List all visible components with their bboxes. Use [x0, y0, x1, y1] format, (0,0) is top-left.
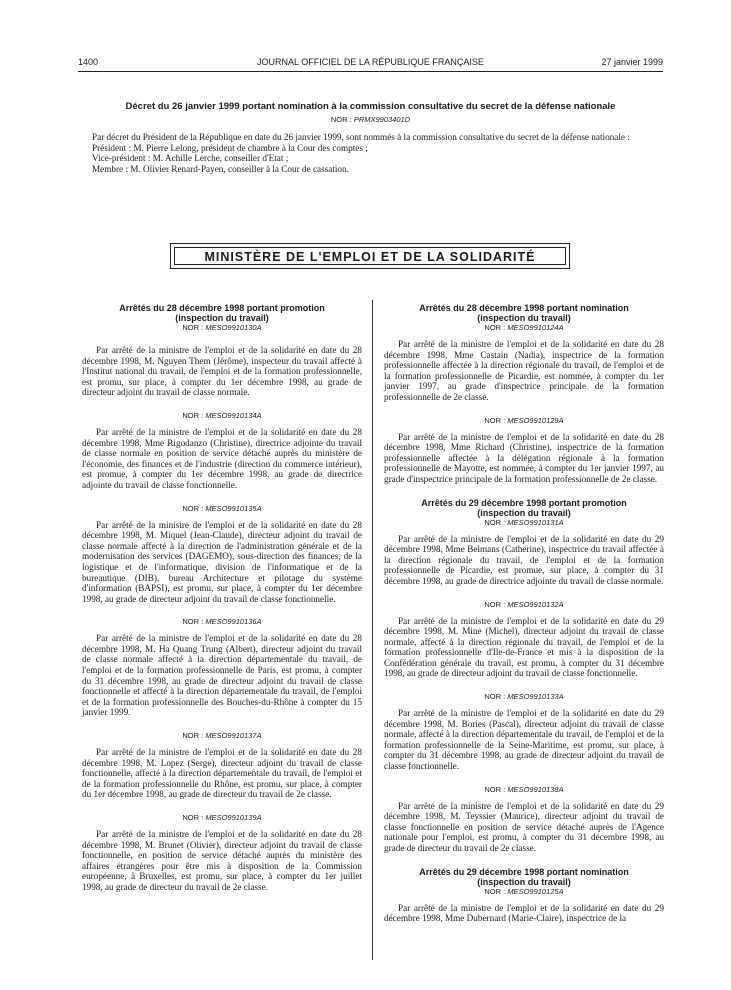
arrete-paragraph: Par arrêté de la ministre de l'emploi et de la solidarité en date du 28 décembre 1998, M. Brunet (Olivier), directeur adjoint du travail de classe fonctionnelle, en position de service détaché auprès du ministère des affaires étrangères pour être mis à disposition de la Commission européenne, à Bruxelles, est promu, sur place, à compter du 1er juillet 1998, au grade de directeur du travail de 2e classe.	[82, 829, 362, 892]
journal-title: JOURNAL OFFICIEL DE LA RÉPUBLIQUE FRANÇAISE	[257, 57, 484, 67]
section-subtitle: (inspection du travail)	[477, 876, 571, 887]
decret-title: Décret du 26 janvier 1999 portant nomination à la commission consultative du secret de la défense nationale	[125, 101, 616, 112]
ministry-title: MINISTÈRE DE L'EMPLOI ET DE LA SOLIDARITÉ	[174, 247, 566, 265]
arrete-paragraph: Par arrêté de la ministre de l'emploi et de la solidarité en date du 28 décembre 1998, M. Miquel (Jean-Claude), directeur adjoint du travail de classe normale affecté à la direction de l'administration générale et de la modernisation des services (DAGEMO), sous-direction des finances, de la logistique et de l'informatique, division de l'informatique et de la bureautique (DIB), bureau Architecture et pilotage du système d'information (BAPSI), est promu, sur place, à compter du 1er décembre 1998, au grade de directeur adjoint du travail de classe fonctionnelle.	[82, 519, 362, 604]
nor-line: NOR : MESO9910137A	[182, 731, 262, 741]
decret-vice-president: Vice-président : M. Achille Lerche, conseiller d'Etat ;	[92, 153, 289, 164]
arrete-paragraph: Par arrêté de la ministre de l'emploi et de la solidarité en date du 28 décembre 1998, Mme Richard (Christine), inspectrice de la formation professionnelle affectée à la délégation régionale à la formation professionnelle de Mayotte, est nommée, à compter du 1er janvier 1997, au grade d'inspectrice principale de la formation professionnelle de 2e classe.	[384, 431, 664, 484]
section-subtitle: (inspection du travail)	[175, 313, 269, 323]
arrete-paragraph: Par arrêté de la ministre de l'emploi et de la solidarité en date du 29 décembre 1998, Mme Belmans (Catherine), inspectrice du travail affectée à la direction régionale du travail, de l'emploi et de la formation professionnelle de Picardie, est promue, sur place, à compter du 31 décembre 1998, au grade de directrice adjointe du travail de classe normale.	[384, 533, 664, 586]
arrete-paragraph: Par arrêté de la ministre de l'emploi et de la solidarité en date du 29 décembre 1998, M. Bories (Pascal), directeur adjoint du travail de classe normale, affecté à la direction départementale du travail, de l'emploi et de la formation professionnelle de la Seine-Maritime, est promu, sur place, à compter du 31 décembre 1998, au grade de directeur adjoint du travail de classe fonctionnelle.	[384, 708, 664, 772]
page-header	[78, 57, 663, 71]
page-number: 1400	[78, 57, 99, 67]
nor-line: NOR : MESO9910135A	[182, 503, 262, 513]
nor-line: NOR : MESO9910125A	[484, 886, 564, 896]
nor-line: NOR : MESO9910136A	[182, 617, 262, 627]
right-column	[384, 303, 664, 924]
section-title: Arrêtés du 28 décembre 1998 portant promotion	[119, 303, 325, 313]
decret-president: Président : M. Pierre Lelong, président de chambre à la Cour des comptes ;	[92, 142, 368, 153]
ministry-banner	[170, 243, 570, 269]
decret-body	[78, 115, 663, 174]
decret-nor: NOR : PRMX9903401D	[330, 115, 411, 124]
decret-nor-code: PRMX9903401D	[353, 115, 411, 124]
nor-line: NOR : MESO9910131A	[484, 517, 564, 527]
arrete-paragraph: Par arrêté de la ministre de l'emploi et de la solidarité en date du 28 décembre 1998, M. Nguyen Them (Jérôme), inspecteur du travail affecté à l'Institut national du travail, de l'emploi et de la formation professionnelle, est promu, sur place, à compter du 1er décembre 1998, au grade de directeur adjoint du travail de classe normale.	[82, 345, 362, 398]
section-subtitle: (inspection du travail)	[477, 507, 571, 518]
decret-member: Membre : M. Olivier Renard-Payen, conseiller à la Cour de cassation.	[92, 163, 349, 174]
section-title: Arrêtés du 28 décembre 1998 portant nomination	[419, 303, 629, 313]
decret-paragraph: Par décret du Président de la République en date du 26 janvier 1999, sont nommés à la commission consultative du secret de la défense nationale :	[92, 132, 630, 142]
nor-line: NOR : MESO9910133A	[484, 692, 564, 702]
issue-date: 27 janvier 1999	[601, 57, 663, 67]
nor-line: NOR : MESO9910134A	[182, 410, 262, 420]
arrete-paragraph: Par arrêté de la ministre de l'emploi et de la solidarité en date du 28 décembre 1998, M. Lopez (Serge), directeur adjoint du travail de classe fonctionnelle, affecté à la direction départementale du travail, de l'emploi et de la formation professionnelle du Rhône, est promu, sur place, à compter du 1er décembre 1998, au grade de directeur du travail de 2e classe.	[82, 747, 362, 800]
left-column	[82, 303, 362, 893]
arrete-paragraph: Par arrêté de la ministre de l'emploi et de la solidarité en date du 28 décembre 1998, Mme Castain (Nadia), inspectrice de la formation professionnelle affectée à la direction régionale du travail, de l'emploi et de la formation professionnelle de Picardie, est nommée, à compter du 1er janvier 1997, au grade d'inspectrice principale de la formation professionnelle de 2e classe.	[384, 339, 664, 402]
arrete-paragraph: Par arrêté de la ministre de l'emploi et de la solidarité en date du 28 décembre 1998, Mme Rigodanzo (Christine), directrice adjointe du travail de classe normale en position de service détaché auprès du ministère de l'économie, des finances et de l'industrie (direction du commerce intérieur), est promue, à compter du 1er décembre 1998, au grade de directrice adjointe du travail de classe fonctionnelle.	[82, 426, 362, 490]
section-title: Arrêtés du 29 décembre 1998 portant nomination	[419, 866, 629, 877]
nor-line: NOR : MESO9910129A	[484, 415, 564, 425]
nor-line: NOR : MESO9910124A	[484, 323, 564, 332]
nor-line: NOR : MESO9910130A	[182, 323, 262, 332]
nor-line: NOR : MESO9910138A	[484, 784, 564, 794]
arrete-paragraph: Par arrêté de la ministre de l'emploi et de la solidarité en date du 29 décembre 1998, M. Mine (Michel), directeur adjoint du travail de classe normale, affecté à la direction régionale du travail, de l'emploi et de la formation professionnelle d'Ile-de-France et mis à la disposition de la Confédération générale du travail, est promu, à compter du 31 décembre 1998, au grade de directeur adjoint du travail de classe fonctionnelle.	[384, 615, 664, 679]
column-divider	[372, 300, 373, 960]
arrete-paragraph: Par arrêté de la ministre de l'emploi et de la solidarité en date du 29 décembre 1998, Mme Dubernard (Marie-Claire), inspectrice de la	[384, 902, 664, 924]
header-rule	[78, 71, 663, 72]
section-title: Arrêtés du 29 décembre 1998 portant promotion	[421, 497, 627, 508]
section-subtitle: (inspection du travail)	[477, 313, 571, 323]
nor-line: NOR : MESO9910139A	[182, 813, 262, 822]
arrete-paragraph: Par arrêté de la ministre de l'emploi et de la solidarité en date du 29 décembre 1998, M. Teyssier (Maurice), directeur adjoint du travail de classe fonctionnelle en position de service détaché auprès de l'Agence nationale pour l'emploi, est promu, à compter du 31 décembre 1998, au grade de directeur du travail de 2e classe.	[384, 800, 664, 853]
nor-line: NOR : MESO9910132A	[484, 599, 564, 609]
arrete-paragraph: Par arrêté de la ministre de l'emploi et de la solidarité en date du 28 décembre 1998, M. Ha Quang Trung (Albert), directeur adjoint du travail de classe normale affecté à la direction départementale du travail, de l'emploi et de la formation professionnelle de Paris, est promu, à compter du 31 décembre 1998, au grade de directeur adjoint du travail de classe fonctionnelle et affecté à la direction départementale du travail, de l'emploi et de la formation professionnelle des Bouches-du-Rhône à compter du 15 janvier 1999.	[82, 633, 362, 718]
